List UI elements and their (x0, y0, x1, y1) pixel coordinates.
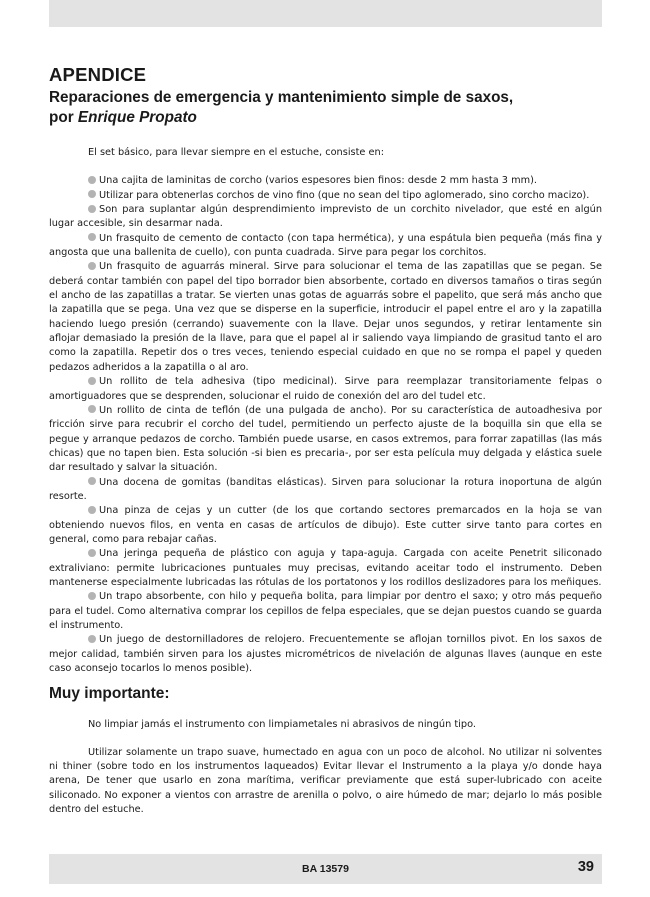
important-note: No limpiar jamás el instrumento con limpiametales ni abrasivos de ningún tipo. (88, 719, 476, 731)
kit-item-text: Un frasquito de cemento de contacto (con tapa hermética), y una espátula bien pequeña (más fina y angosta que una ballenita de cuello), con punta cuadrada. Sirve para pegar los corchitos. (49, 232, 602, 259)
page-number: 39 (577, 859, 594, 875)
kit-item-text: Un trapo absorbente, con hilo y pequeña bolita, para limpiar por dentro el saxo; y otro más pequeño para el tudel. Como alternativa comprar los cepillos de felpa especiales, que se dejan puestos cuando se guarda el instrumento. (49, 591, 602, 631)
bullet-icon (88, 233, 96, 241)
kit-item-text: Un rollito de tela adhesiva (tipo medicinal). Sirve para reemplazar transitoriamente felpas o amortiguadores que se desprenden, solucionar el ruido de conexión del aro del tudel etc. (49, 376, 602, 402)
appendix-subtitle (49, 88, 602, 128)
subtitle-prefix: por (49, 109, 78, 126)
bullet-icon (88, 592, 96, 600)
header-band (49, 0, 602, 27)
kit-item (49, 504, 602, 547)
kit-item (49, 232, 602, 261)
catalog-code: BA 13579 (302, 863, 349, 875)
intro-paragraph: El set básico, para llevar siempre en el estuche, consiste en: (88, 147, 384, 158)
kit-item (49, 375, 602, 404)
page-content (49, 64, 602, 817)
kit-item-text: Un frasquito de aguarrás mineral. Sirve para solucionar el tema de las zapatillas que se pegan. Se deberá contar también con papel del tipo borrador bien absorbente, cortado en diversos tamaños o tiras según el ancho de las zapatillas a tratar. Se vierten unas gotas de aguarrás sobre el papelito, que será más ancho que la zapatilla que se pega. Una vez que se disperse en la superficie, introducir el papel entre el aro y la zapatilla haciendo luego presión (cerrando) suavemente con la llave. Dejar unos segundos, y retirar lentamente sin aflojar demasiado la presión de la llave, para que el papel al ir saliendo vaya limpiando de grasitud tanto el aro como la zapatilla. Repetir dos o tres veces, teniendo especial cuidado en que no se rompa el papel y queden pedazos adheridos a la zapatilla o al aro. (49, 261, 602, 373)
kit-item-text: Utilizar para obtenerlas corchos de vino fino (que no sean del tipo aglomerado, sino corcho macizo). (99, 189, 590, 201)
bullet-icon (88, 262, 96, 270)
kit-item (49, 633, 602, 676)
bullet-icon (88, 190, 96, 198)
bullet-icon (88, 549, 96, 557)
kit-item (49, 404, 602, 476)
bullet-icon (88, 176, 96, 184)
kit-item-text: Una jeringa pequeña de plástico con aguja y tapa-aguja. Cargada con aceite Penetrit siliconado extraliviano: permite lubricaciones puntuales muy precisas, evitando aceitar todo el instrumento. Deben mantenerse especialmente lubricadas las rótulas de los portatonos y los rodillos deslizadores para los meñiques. (49, 548, 602, 588)
bullet-icon (88, 205, 96, 213)
section-heading: Muy importante: (49, 685, 170, 703)
kit-item-text: Una docena de gomitas (banditas elásticas). Sirven para solucionar la rotura inoportuna de algún resorte. (49, 476, 602, 502)
subtitle-main: Reparaciones de emergencia y mantenimiento simple de saxos, (49, 89, 514, 106)
kit-item-text: Son para suplantar algún desprendimiento imprevisto de un corchito nivelador, que esté en algún lugar accesible, sin desarmar nada. (49, 204, 602, 230)
kit-item (49, 174, 602, 188)
appendix-title: APENDICE (49, 64, 147, 85)
kit-item-text: Un rollito de cinta de teflón (de una pulgada de ancho). Por su característica de autoadhesiva por fricción sirve para recubrir el corcho del tudel, permitiendo un perfecto ajuste de la boquilla sin que ella se pegue y arranque pedazos de corcho. También puede usarse, en casos extremos, para forrar zapatillas (las más chicas) que no tapen bien. Esta solución -si bien es precaria-, por ser esta película muy delgada y elástica suele dar resultado y salvar la situación. (49, 404, 602, 474)
bullet-icon (88, 635, 96, 643)
bullet-icon (88, 377, 96, 385)
footer-band (49, 854, 602, 884)
bullet-icon (88, 506, 96, 514)
kit-item (49, 260, 602, 375)
kit-item (49, 547, 602, 590)
kit-item (49, 203, 602, 232)
kit-item (49, 590, 602, 633)
kit-item (49, 476, 602, 505)
bullet-icon (88, 477, 96, 485)
kit-item (49, 189, 602, 203)
kit-item-text: Una cajita de laminitas de corcho (varios espesores bien finos: desde 2 mm hasta 3 mm). (99, 175, 537, 187)
kit-item-text: Una pinza de cejas y un cutter (de los que cortando sectores premarcados en la hoja se van obteniendo nuevos filos, en venta en casas de artículos de dibujo). Este cutter sirve tanto para cortes en general, como para rebajar cañas. (49, 505, 602, 545)
kit-item-list (49, 174, 602, 676)
subtitle-author: Enrique Propato (77, 109, 197, 126)
kit-item-text: Un juego de destornilladores de relojero. Frecuentemente se aflojan tornillos pivot. En los saxos de mejor calidad, también sirven para los ajustes micrométricos de nivelación de algunas llaves (aunque en este caso aconsejo tocarlos lo menos posible). (49, 634, 602, 675)
important-note: Utilizar solamente un trapo suave, humectado en agua con un poco de alcohol. No utilizar ni solventes ni thiner (sobre todo en los instrumentos laqueados) Evitar llevar el Instrumento a la playa y/o donde haya arena, De tener que usarlo en zona marítima, verificar previamente que está super-lubricado con aceite siliconado. No exponer a vientos con arrastre de arenilla o polvo, o aire húmedo de mar; dejarlo lo más posible dentro del estuche. (49, 746, 602, 816)
bullet-icon (88, 405, 96, 413)
